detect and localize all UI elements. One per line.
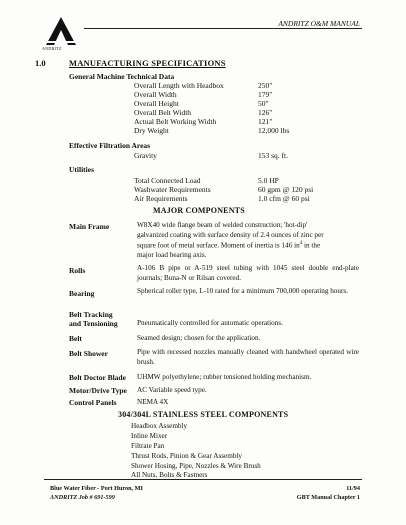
spec-value: 153 sq. ft. (258, 151, 288, 160)
list-item: Headbox Assembly (131, 422, 188, 430)
general-heading: General Machine Technical Data (69, 72, 175, 81)
component-label: Belt Shower (69, 349, 108, 358)
footer-rule (44, 479, 362, 480)
footer-location: Blue Water Fiber - Port Huron, MI (50, 485, 143, 492)
spec-value: 121" (258, 117, 273, 126)
footer-chapter: GBT Manual Chapter 1 (296, 494, 360, 501)
component-desc: Pipe with recessed nozzles manually cleaned with handwheel operated wire brush. (137, 348, 359, 366)
component-desc: Pneumatically controlled for automatic operations. (137, 319, 283, 327)
list-item: Filtrate Pan (131, 442, 165, 450)
spec-value: 179" (258, 90, 273, 99)
spec-label: Overall Belt Width (134, 108, 192, 117)
component-desc: Seamed design; chosen for the application. (137, 334, 261, 342)
list-item: Inline Mixer (131, 432, 168, 440)
component-label: Motor/Drive Type (69, 386, 127, 395)
spec-label: Washwater Requirements (134, 185, 211, 194)
component-label: Belt (69, 334, 82, 343)
spec-value: 126" (258, 108, 273, 117)
component-desc-text: square foot of metal surface. Moment of inertia is 146 in (137, 241, 300, 250)
component-label: Belt Doctor Blade (69, 373, 126, 382)
footer-job-number: ANDRITZ Job # 691-599 (50, 494, 115, 501)
spec-label: Total Connected Load (134, 176, 201, 185)
spec-value: 250" (258, 81, 273, 90)
component-label: Main Frame (69, 222, 110, 231)
spec-label: Overall Width (134, 90, 177, 99)
component-desc: AC Variable speed type. (137, 386, 207, 394)
component-desc-line: W8X40 wide flange beam of welded construction; 'hot-dip' (137, 221, 308, 229)
spec-label: Air Requirements (134, 194, 188, 203)
component-desc: NEMA 4X (137, 398, 169, 406)
component-desc-line: major load bearing axis. (137, 251, 207, 259)
spec-value: 5.0 HP (258, 176, 279, 185)
andritz-logo-icon (45, 16, 77, 46)
spec-label: Gravity (134, 151, 157, 160)
section-title: MANUFACTURING SPECIFICATIONS (69, 58, 226, 68)
component-label: Bearing (69, 289, 95, 298)
spec-label: Dry Weight (134, 126, 169, 135)
list-item: Shower Hosing, Pipe, Nozzles & Wire Brush (131, 462, 261, 470)
stainless-heading: 304/304L STAINLESS STEEL COMPONENTS (118, 410, 289, 419)
component-desc-line (137, 241, 320, 249)
section-number: 1.0 (35, 58, 46, 68)
utilities-heading: Utilities (69, 165, 94, 174)
spec-value: 60 gpm @ 120 psi (258, 185, 314, 194)
spec-label: Overall Length with Headbox (134, 81, 224, 90)
component-desc: UHMW polyethylene; rubber tensioned holding mechanism. (137, 373, 312, 381)
logo-text: ANDRITZ (42, 46, 62, 51)
spec-value: 1.0 cfm @ 60 psi (258, 194, 310, 203)
header-title: ANDRITZ O&M MANUAL (278, 19, 360, 28)
component-label: Rolls (69, 266, 86, 275)
spec-label: Overall Height (134, 99, 179, 108)
footer-date: 11/94 (346, 485, 360, 492)
superscript: 4 (299, 241, 303, 246)
major-components-heading: MAJOR COMPONENTS (153, 206, 245, 215)
spec-value: 50" (258, 99, 269, 108)
component-label: Control Panels (69, 398, 117, 407)
list-item: All Nuts, Bolts & Fastners (131, 471, 208, 479)
component-desc: A-106 B pipe or A-519 steel tubing with 1045 steel double end-plate journals; Buna-N or Rilsan covered. (137, 264, 359, 282)
component-label: Belt Tracking (69, 310, 113, 319)
header-rule (84, 28, 362, 29)
spec-label: Actual Belt Working Width (134, 117, 217, 126)
list-item: Thrust Rods, Pinion & Gear Assembly (131, 452, 243, 460)
component-desc-line: galvanized coating with surface density of 2.4 ounces of zinc per (137, 231, 324, 239)
component-desc: Spherical roller type, L-10 rated for a minimum 700,000 operating hours. (137, 287, 348, 295)
component-label: and Tensioning (69, 319, 118, 328)
component-desc-text: in the (302, 241, 321, 250)
spec-value: 12,000 lbs (258, 126, 290, 135)
filtration-heading: Effective Filtration Areas (69, 141, 151, 150)
